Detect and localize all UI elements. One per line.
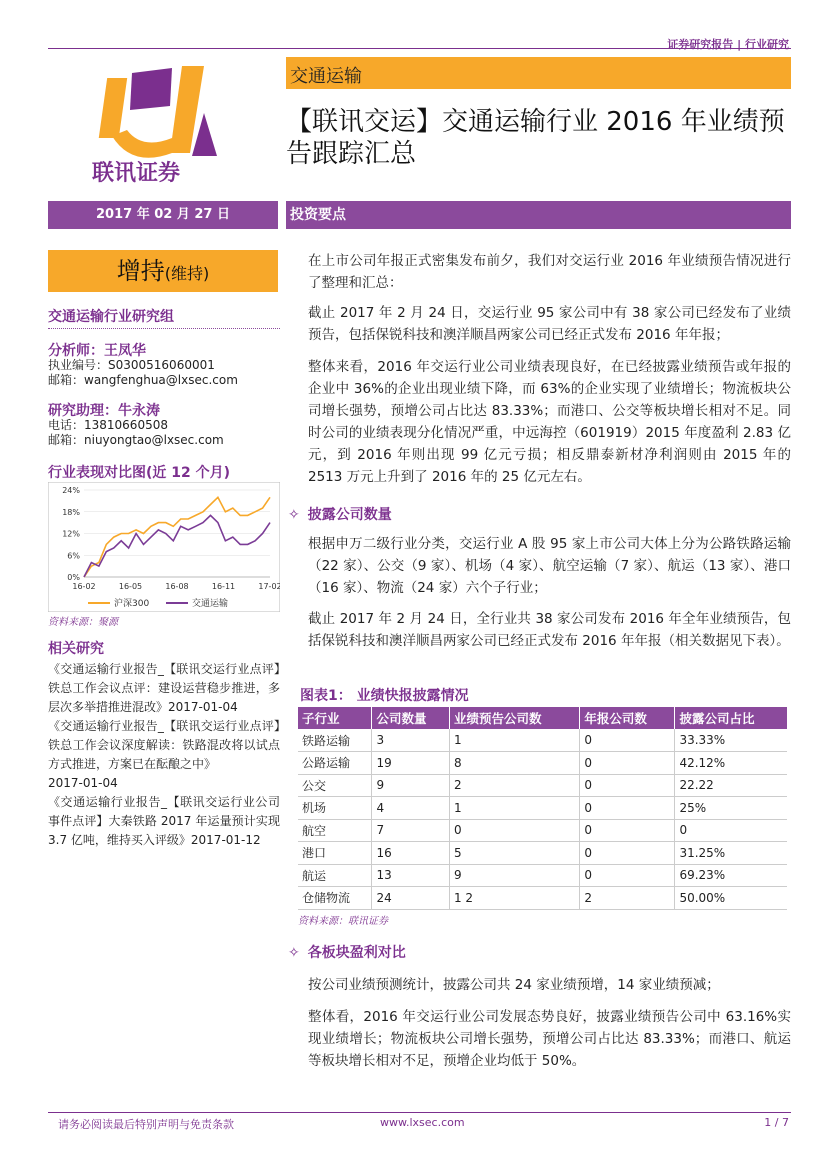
table-cell: 9 <box>449 864 579 887</box>
table-cell: 16 <box>372 842 450 865</box>
y-tick-label: 12% <box>62 529 80 539</box>
diamond-icon: ✧ <box>288 945 300 961</box>
table-cell: 7 <box>372 819 450 842</box>
table-cell: 42.12% <box>675 752 787 775</box>
table-cell: 铁路运输 <box>298 729 372 752</box>
table-cell: 8 <box>449 752 579 775</box>
company-logo <box>92 58 242 188</box>
analyst-email[interactable]: 邮箱：wangfenghua@lxsec.com <box>48 373 238 387</box>
assistant-phone: 电话：13810660508 <box>48 418 168 432</box>
table-cell: 港口 <box>298 842 372 865</box>
col-header: 年报公司数 <box>580 707 675 729</box>
x-tick-label: 16-08 <box>165 582 189 591</box>
category-bar <box>286 57 791 89</box>
table-cell: 69.23% <box>675 864 787 887</box>
table-cell: 1 <box>449 797 579 820</box>
col-header: 业绩预告公司数 <box>449 707 579 729</box>
analyst-cert: 执业编号：S0300516060001 <box>48 358 215 372</box>
table-cell: 0 <box>580 842 675 865</box>
footer-disclaimer[interactable]: 请务必阅读最后特别声明与免责条款 <box>58 1118 234 1131</box>
table-row <box>298 887 787 910</box>
col-header: 子行业 <box>298 707 372 729</box>
research-team: 交通运输行业研究组 <box>48 309 174 325</box>
table-row <box>298 864 787 887</box>
table-cell: 航空 <box>298 819 372 842</box>
table-cell: 31.25% <box>675 842 787 865</box>
table-cell: 0 <box>580 774 675 797</box>
related-list <box>48 660 280 850</box>
table-row <box>298 729 787 752</box>
report-title: 【联讯交运】交通运输行业 2016 年业绩预告跟踪汇总 <box>286 107 785 169</box>
footer-url[interactable]: www.lxsec.com <box>380 1116 465 1129</box>
rating-sub: (维持) <box>164 264 210 283</box>
table-cell: 0 <box>580 864 675 887</box>
table-cell: 1 2 <box>449 887 579 910</box>
table-row <box>298 842 787 865</box>
table-cell: 19 <box>372 752 450 775</box>
section2-paragraph-1: 按公司业绩预测统计，披露公司共 24 家业绩预增，14 家业绩预减； <box>308 977 720 993</box>
table-cell: 1 <box>449 729 579 752</box>
table-row <box>298 819 787 842</box>
section-heading-disclosure: ✧ 披露公司数量 <box>288 507 392 523</box>
report-date: 2017 年 02 月 27 日 <box>48 201 278 229</box>
section1-paragraph-1: 根据申万二级行业分类，交运行业 A 股 95 家上市公司大体上分为公路铁路运输（22 家）、公交（9 家）、机场（4 家）、航空运输（7 家）、航运（13 家）、港口（16 家）、物流（24 家）六个子行业； <box>308 536 791 596</box>
logo-text: 联讯证券 <box>92 161 181 186</box>
table-cell: 0 <box>580 797 675 820</box>
table-cell: 2 <box>449 774 579 797</box>
table-cell: 24 <box>372 887 450 910</box>
table-cell: 22.22 <box>675 774 787 797</box>
intro-paragraph-2: 截止 2017 年 2 月 24 日，交运行业 95 家公司中有 38 家公司已经发布了业绩预告，包括保锐科技和澳洋顺昌两家公司已经正式发布 2016 年年报； <box>308 305 791 343</box>
table-title: 图表1： 业绩快报披露情况 <box>300 688 469 704</box>
table-cell: 33.33% <box>675 729 787 752</box>
table-cell: 4 <box>372 797 450 820</box>
table-cell: 0 <box>580 819 675 842</box>
col-header: 公司数量 <box>372 707 450 729</box>
table-cell: 0 <box>675 819 787 842</box>
table-cell: 机场 <box>298 797 372 820</box>
table-cell: 公路运输 <box>298 752 372 775</box>
assistant-heading: 研究助理：牛永涛 <box>48 403 160 419</box>
intro-paragraph-1: 在上市公司年报正式密集发布前夕，我们对交运行业 2016 年业绩预告情况进行了整理和汇总： <box>308 253 791 291</box>
table-cell: 25% <box>675 797 787 820</box>
table-cell: 9 <box>372 774 450 797</box>
y-tick-label: 6% <box>67 551 80 561</box>
table-row <box>298 797 787 820</box>
table-cell: 50.00% <box>675 887 787 910</box>
table-cell: 3 <box>372 729 450 752</box>
sidebar-divider <box>48 328 280 329</box>
table-cell: 航运 <box>298 864 372 887</box>
table-cell: 公交 <box>298 774 372 797</box>
table-cell: 0 <box>580 729 675 752</box>
y-tick-label: 0% <box>67 573 80 582</box>
investment-heading: 投资要点 <box>286 201 791 229</box>
header-divider <box>48 48 791 49</box>
table-cell: 0 <box>580 752 675 775</box>
table-source: 资料来源：联讯证券 <box>298 916 388 927</box>
category-label: 交通运输 <box>290 66 362 87</box>
table-cell: 5 <box>449 842 579 865</box>
disclosure-table <box>298 707 787 910</box>
table-header-row <box>298 707 787 729</box>
related-item[interactable]: 《交通运输行业报告_【联讯交运行业点评】铁总工作会议深度解读：铁路混改将以试点方式推进，方案已在酝酿之中》 <box>48 719 280 771</box>
report-type-tag: 证券研究报告 | 行业研究 <box>667 38 789 51</box>
table-cell: 仓储物流 <box>298 887 372 910</box>
table-row <box>298 774 787 797</box>
rating-badge <box>48 250 278 292</box>
chart-frame <box>48 482 280 612</box>
related-item: 2017-01-04 <box>48 776 118 790</box>
table-cell: 2 <box>580 887 675 910</box>
diamond-icon: ✧ <box>288 507 300 523</box>
x-tick-label: 16-02 <box>72 582 96 591</box>
section1-paragraph-2: 截止 2017 年 2 月 24 日，全行业共 38 家公司发布 2016 年全年业绩预告，包括保锐科技和澳洋顺昌两家公司已经正式发布 2016 年年报（相关数据见下表）。 <box>308 611 791 649</box>
col-header: 披露公司占比 <box>675 707 787 729</box>
perf-chart-heading: 行业表现对比图(近 12 个月) <box>48 465 231 481</box>
footer-divider <box>48 1112 791 1113</box>
analyst-heading: 分析师：王凤华 <box>48 343 146 359</box>
page-number: 1 / 7 <box>764 1116 789 1129</box>
x-tick-label: 16-05 <box>118 582 143 591</box>
section-heading-profit: ✧ 各板块盈利对比 <box>288 945 406 961</box>
performance-chart <box>48 482 280 612</box>
y-tick-label: 24% <box>62 486 80 495</box>
performance-chart-svg <box>48 482 280 612</box>
x-tick-label: 16-11 <box>211 582 236 591</box>
chart-source: 资料来源：聚源 <box>48 617 118 628</box>
table-cell: 0 <box>449 819 579 842</box>
related-item[interactable]: 《交通运输行业报告_【联讯交运行业公司事件点评】大秦铁路 2017 年运量预计实现 3.7 亿吨，维持买入评级》2017-01-12 <box>48 795 280 847</box>
table-cell: 13 <box>372 864 450 887</box>
table-row <box>298 752 787 775</box>
legend-label: 交通运输 <box>192 599 229 609</box>
related-heading: 相关研究 <box>48 641 104 657</box>
legend-label: 沪深300 <box>114 599 150 609</box>
y-tick-label: 18% <box>62 507 80 517</box>
section2-paragraph-2: 整体看，2016 年交运行业公司发展态势良好，披露业绩预告公司中 63.16%实现业绩增长；物流板块公司增长强势，预增公司占比达 83.33%；而港口、航运等板块增长相对不足，预增企业均低于 50%。 <box>308 1009 791 1069</box>
x-tick-label: 17-02 <box>258 582 280 591</box>
assistant-email[interactable]: 邮箱：niuyongtao@lxsec.com <box>48 433 224 447</box>
related-item[interactable]: 《交通运输行业报告_【联讯交运行业点评】铁总工作会议点评：建设运营稳步推进，多层次多举措推进混改》2017-01-04 <box>48 662 280 714</box>
rating-main: 增持 <box>116 257 165 285</box>
intro-paragraph-3: 整体来看，2016 年交运行业公司业绩表现良好，在已经披露业绩预告或年报的企业中 36%的企业出现业绩下降，而 63%的企业实现了业绩增长；物流板块公司增长强势，预增公司占比达 83.33%；而港口、公交等板块增长相对不足。同时公司的业绩表现分化情况严重，中远海控（601919）2015 年度盈利 2.83 亿元，到 2016 年则出现 99 亿元亏损；相反鼎泰新材净利润则由 2015 年的 2513 万元上升到了 2016 年的 25 亿元左右。 <box>308 359 791 485</box>
